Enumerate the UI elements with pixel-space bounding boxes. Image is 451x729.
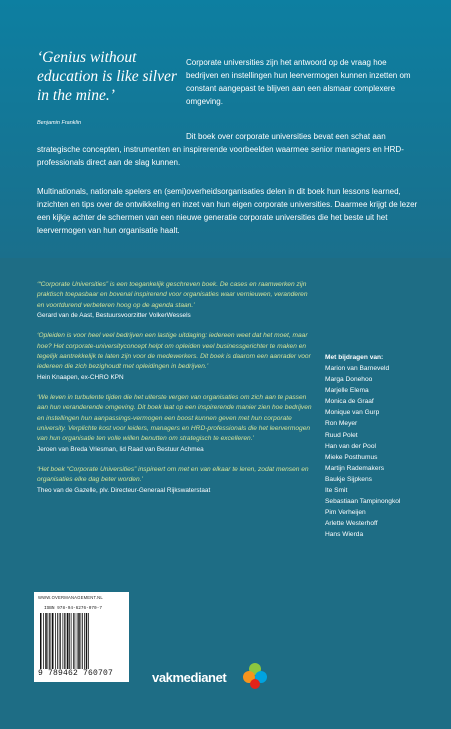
barcode-bar [78,613,80,669]
review-list [37,280,312,506]
contributors-heading: Met bijdragen van: [325,354,384,361]
contributor-name: Pim Verheijen [325,509,366,517]
barcode-bar [88,613,89,669]
contributor-name: Mieke Posthumus [325,453,378,461]
review-text: ‘Het boek “Corporate Universities” inspireert om met en van elkaar te leren, zodat mensen en organisaties elke dag beter worden.’ [37,465,309,484]
barcode-bar [51,613,52,669]
barcode-bar [71,613,72,669]
publisher-url: WWW.OVERMANAGEMENT.NL [38,595,103,600]
isbn-barcode [34,592,129,682]
epigraph-author: Benjamin Franklin [37,120,82,126]
endorsements-panel [0,258,451,729]
contributor-name: Martijn Rademakers [325,464,384,472]
barcode-bar [59,613,60,669]
epigraph-quote: ‘Genius without education is like silver in the mine.’ [37,49,177,104]
review-text: ‘“Corporate Universities” is een toegankelijk geschreven boek. De cases en raamwerken zijn praktisch toepasbaar en bovenal inspirerend voor organisaties waar vernieuwen, veranderen en voortdurend verbeteren hoog op de agenda staan.’ [37,281,308,309]
contributor-name: Ron Meyer [325,420,358,428]
review-author: Theo van de Gazelle, plv. Directeur-Generaal Rijkswaterstaat [37,486,211,494]
intro-panel [0,0,451,258]
contributor-name: Monica de Graaf [325,398,374,406]
contributor-name: Marjelle Elema [325,387,369,395]
barcode-bar [86,613,88,669]
barcode-bar [63,613,64,669]
barcode-bar [73,613,74,669]
review-item [37,331,312,383]
barcode-bar [84,613,85,669]
review-author: Hein Knaapen, ex-CHRO KPN [37,373,124,381]
barcode-bar [66,613,67,669]
contributor-name: Arlette Westerhoff [325,520,378,528]
review-author: Jeroen van Breda Vriesman, lid Raad van Bestuur Achmea [37,445,204,453]
intro-paragraph-3: Multinationals, nationale spelers en (semi)overheidsorganisaties delen in dit boek hun lessons learned, inzichten en tips over de ontwikkeling en inzet van hun eigen corporate universities. Daarmee krijgt de lezer een kijkje achter de schermen van een nieuwe generatie corporate universities die het beste uit het leervermogen van hun organisatie haalt. [37,187,418,235]
intro-paragraph-1: Corporate universities zijn het antwoord op de vraag hoe bedrijven en instellingen hun leervermogen kunnen inzetten om constant aangepast te blijven aan een alsmaar complexere omgeving. [186,58,411,106]
contributor-name: Monique van Gurp [325,409,380,417]
barcode-bars [39,613,124,669]
contributor-name: Han van der Pool [325,442,376,450]
barcode-bar [81,613,82,669]
review-text: ‘Opleiden is voor heel veel bedrijven een lastige uitdaging: iedereen weet dat het moet, maar hoe? Het corporate-universityconcept helpt om opleiden veel businessgerichter te maken en tegelijk aantrekkelijk te laten zijn voor de medewerkers. Dit boek is daarom een aanrader voor iedereen die zich bezighoudt met opleidingen in bedrijven.’ [37,332,311,371]
review-item [37,465,312,496]
barcode-bar [52,613,54,669]
barcode-bar [64,613,65,669]
contributor-name: Marion van Barneveld [325,365,390,372]
barcode-bar [75,613,76,669]
barcode-bar [55,613,56,669]
barcode-bar [43,613,44,669]
contributor-name: Ruud Polet [325,431,358,439]
isbn-number: ISBN 978-94-6276-070-7 [44,606,102,611]
barcode-bar [57,613,58,669]
barcode-digits: 9 789462 760707 [38,669,114,678]
contributor-name: Ite Smit [325,487,348,495]
review-item [37,393,312,455]
contributor-name: Hans Wierda [325,531,364,539]
barcode-bar [48,613,49,669]
barcode-bar [60,613,61,669]
barcode-bar [82,613,83,669]
barcode-bar [69,613,70,669]
contributors-list [325,363,440,541]
barcode-bar [40,613,42,669]
barcode-bar [49,613,50,669]
barcode-bar [77,613,78,669]
review-text: ‘We leven in turbulente tijden die het uiterste vergen van organisaties om zich aan te passen aan hun veranderende omgeving. Dit boek laat op een inspirerende manier zien hoe bedrijven en instellingen hun aanpassings-vermogen een boost kunnen geven met hun corporate university. Verplichte kost voor leiders, managers en HRD-professionals die het leervermogen van hun organisatie ten volle willen benutten om strategisch te excelleren.’ [37,393,312,443]
contributors-block [325,352,440,541]
review-item [37,280,312,321]
contributor-name: Baukje Sijpkens [325,475,372,483]
contributor-name: Marga Donehoo [325,376,373,384]
publisher-logo-mark-icon [242,662,268,690]
barcode-bar [45,613,47,669]
barcode-bar [67,613,69,669]
publisher-name: vakmedianet [152,670,227,685]
intro-paragraph-2: Dit boek over corporate universities bevat een schat aan strategische concepten, instrumenten en inspirerende voorbeelden waarmee senior managers en HRD-professionals direct aan de slag kunnen. [37,132,404,167]
contributor-name: Sebastiaan Tampinongkol [325,498,401,506]
review-author: Gerard van de Aast, Bestuursvoorzitter VolkerWessels [37,312,191,320]
